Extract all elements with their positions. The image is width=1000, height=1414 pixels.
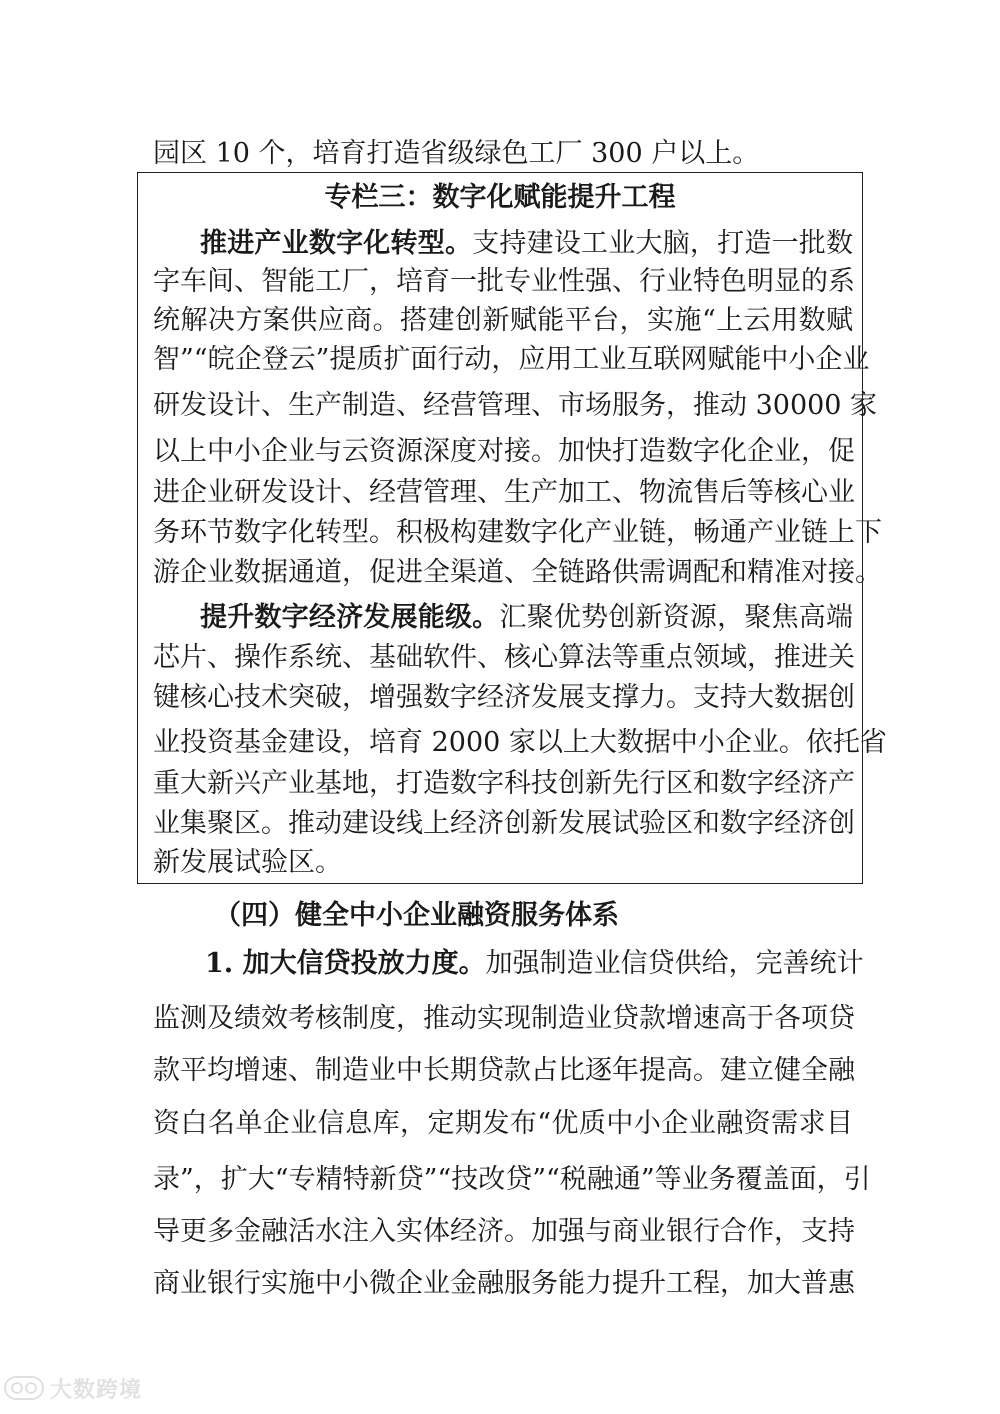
paragraph-lead: 1. 加大信贷投放力度。 bbox=[205, 948, 486, 979]
paragraph-text: 支持建设工业大脑，打造一批数 bbox=[472, 228, 854, 259]
paragraph-line: 业投资基金建设，培育 2000 家以上大数据中小企业。依托省 bbox=[153, 727, 887, 758]
paragraph-line: 芯片、操作系统、基础软件、核心算法等重点领域，推进关 bbox=[153, 642, 855, 673]
paragraph-line: 新发展试验区。 bbox=[153, 847, 342, 878]
paragraph-line: 款平均增速、制造业中长期贷款占比逐年提高。建立健全融 bbox=[153, 1055, 855, 1086]
watermark-logo-icon bbox=[4, 1376, 44, 1400]
paragraph-line: 录”，扩大“专精特新贷”“技改贷”“税融通”等业务覆盖面，引 bbox=[153, 1164, 871, 1195]
paragraph-line: 资白名单企业信息库，定期发布“优质中小企业融资需求目 bbox=[153, 1108, 853, 1139]
paragraph-line: 导更多金融活水注入实体经济。加强与商业银行合作，支持 bbox=[153, 1216, 855, 1247]
paragraph-line: 商业银行实施中小微企业金融服务能力提升工程，加大普惠 bbox=[153, 1268, 855, 1299]
paragraph-line: 进企业研发设计、经营管理、生产加工、物流售后等核心业 bbox=[153, 477, 855, 508]
special-column-title: 专栏三：数字化赋能提升工程 bbox=[324, 182, 676, 213]
paragraph-line: 研发设计、生产制造、经营管理、市场服务，推动 30000 家 bbox=[153, 390, 878, 421]
paragraph-line: 监测及绩效考核制度，推动实现制造业贷款增速高于各项贷 bbox=[153, 1003, 855, 1034]
paragraph-line: 游企业数据通道，促进全渠道、全链路供需调配和精准对接。 bbox=[153, 557, 882, 588]
paragraph-line: 以上中小企业与云资源深度对接。加快打造数字化企业，促 bbox=[153, 436, 855, 467]
paragraph-lead: 提升数字经济发展能级。 bbox=[200, 602, 500, 633]
paragraph-line: 重大新兴产业基地，打造数字科技创新先行区和数字经济产 bbox=[153, 768, 855, 799]
watermark-text: 大数跨境 bbox=[50, 1377, 143, 1403]
paragraph-line bbox=[205, 946, 864, 982]
paragraph-line: 字车间、智能工厂，培育一批专业性强、行业特色明显的系 bbox=[153, 266, 855, 297]
paragraph-line bbox=[200, 226, 853, 262]
paragraph-line: 键核心技术突破，增强数字经济发展支撑力。支持大数据创 bbox=[153, 682, 855, 713]
paragraph-line: 业集聚区。推动建设线上经济创新发展试验区和数字经济创 bbox=[153, 808, 855, 839]
paragraph-line: 智”“皖企登云”提质扩面行动，应用工业互联网赋能中小企业 bbox=[153, 344, 870, 375]
paragraph-text: 加强制造业信贷供给，完善统计 bbox=[485, 948, 864, 979]
paragraph-lead: 推进产业数字化转型。 bbox=[200, 228, 473, 259]
paragraph-line bbox=[200, 600, 853, 636]
watermark bbox=[4, 1370, 142, 1406]
section-heading: （四）健全中小企业融资服务体系 bbox=[214, 900, 619, 931]
paragraph-text: 汇聚优势创新资源，聚焦高端 bbox=[499, 602, 853, 633]
paragraph-line: 统解决方案供应商。搭建创新赋能平台，实施“上云用数赋 bbox=[153, 305, 853, 336]
paragraph-line: 务环节数字化转型。积极构建数字化产业链，畅通产业链上下 bbox=[153, 517, 882, 548]
intro-line: 园区 10 个，培育打造省级绿色工厂 300 户以上。 bbox=[153, 138, 760, 169]
